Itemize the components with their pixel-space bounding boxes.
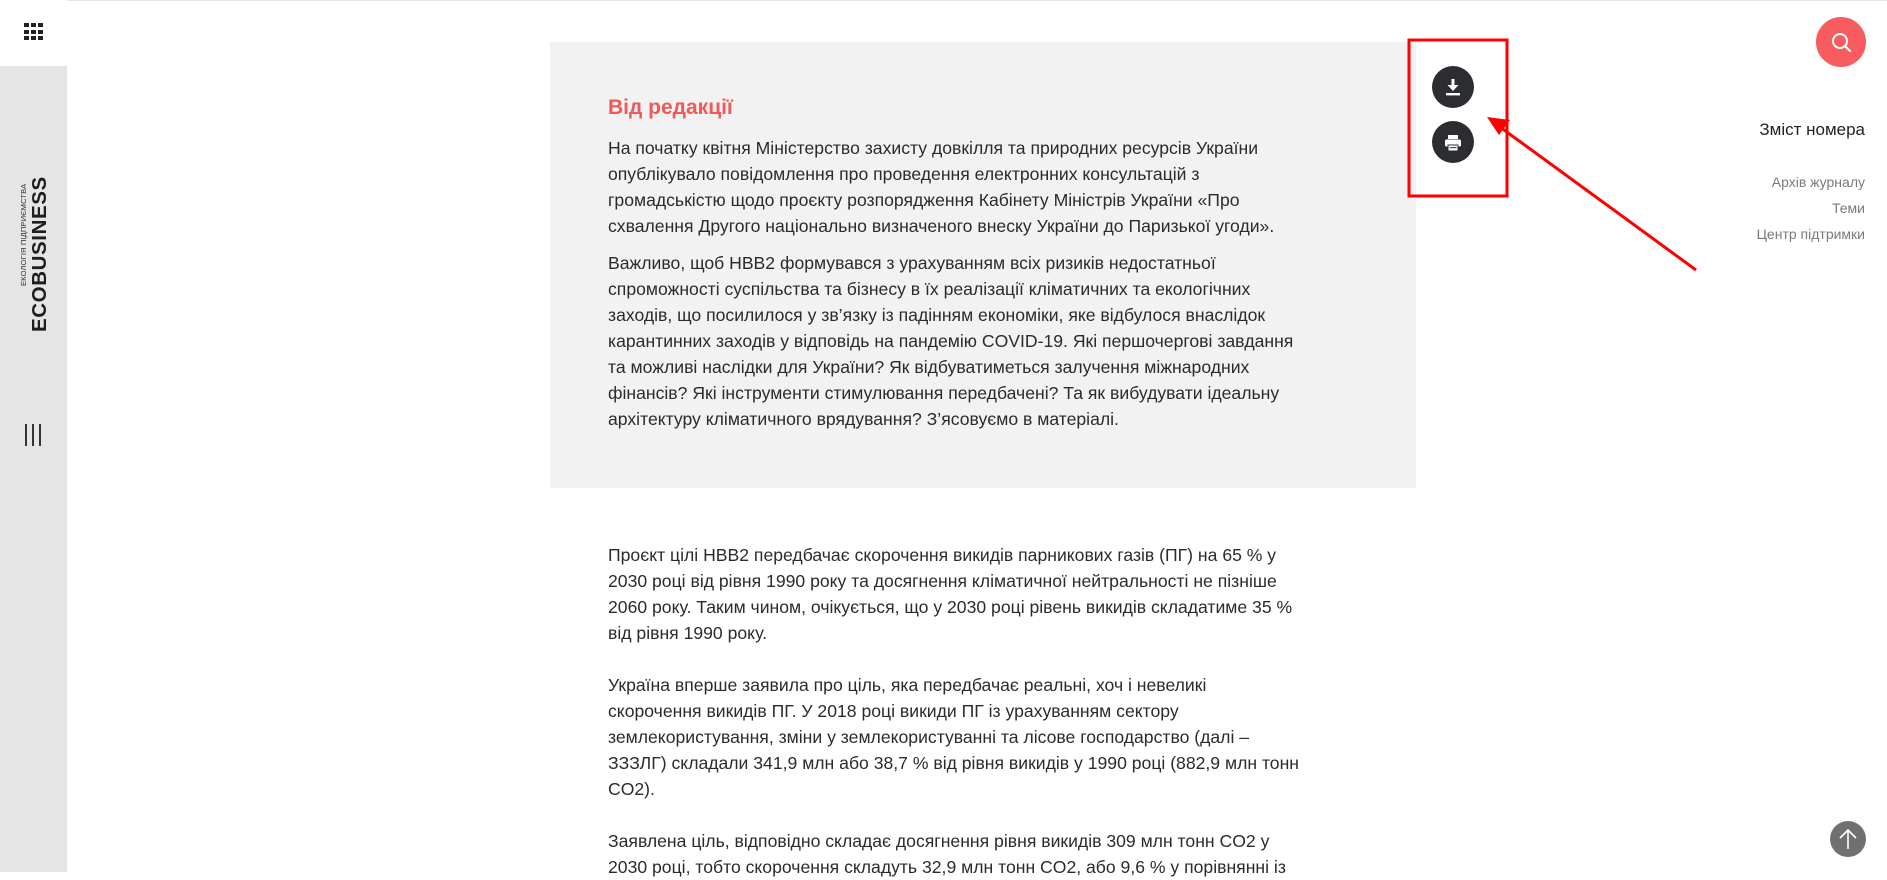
text-line: землекористування, зміни у землекористуванні та лісове господарство (далі –: [608, 727, 1250, 747]
annotation-box: [1409, 40, 1507, 196]
text-line: На початку квітня Міністерство захисту довкілля та природних ресурсів України: [608, 138, 1259, 158]
text-line: ЗЗЗЛГ) складали 341,9 млн або 38,7 % від рівня викидів у 1990 році (882,9 млн тонн: [608, 753, 1300, 773]
vertical-bars-menu-icon[interactable]: [25, 424, 42, 446]
logo-subtitle: ЕКОЛОГІЯ ПІДПРИЄМСТВА: [19, 183, 29, 286]
editorial-title: Від редакції: [608, 96, 733, 119]
text-line: 2030 році, тобто скорочення складуть 32,9 млн тонн CO2, або 9,6 % у порівнянні із: [608, 857, 1286, 877]
nav-item-topics[interactable]: Теми: [1832, 200, 1865, 216]
text-line: опублікувало повідомлення про проведення електронних консультацій з: [608, 164, 1200, 184]
text-line: 2060 року. Таким чином, очікується, що у 2030 році рівень викидів складатиме 35 %: [608, 597, 1293, 617]
left-sidebar: [0, 0, 67, 872]
annotation-arrow-head: [1487, 117, 1510, 135]
search-icon: [1816, 17, 1866, 67]
download-icon: [1432, 66, 1474, 108]
ecobusiness-logo[interactable]: [0, 86, 67, 332]
text-line: 2030 році від рівня 1990 року та досягнення кліматичної нейтральності не пізніше: [608, 571, 1277, 591]
issue-contents-title[interactable]: Зміст номера: [1759, 120, 1865, 139]
annotation-arrow-line: [1500, 127, 1696, 270]
text-line: Проєкт цілі НВВ2 передбачає скорочення викидів парникових газів (ПГ) на 65 % у: [608, 545, 1277, 565]
logo-title: ECOBUSINESS: [27, 176, 51, 332]
text-line: Заявлена ціль, відповідно складає досягнення рівня викидів 309 млн тонн CO2 у: [608, 831, 1270, 851]
print-icon: [1432, 121, 1474, 163]
text-line: від рівня 1990 року.: [608, 623, 767, 643]
text-line: архітектуру кліматичного врядування? З’ясовуємо в матеріалі.: [608, 409, 1119, 429]
scroll-to-top-button[interactable]: [1830, 821, 1866, 857]
text-line: та можливі наслідки для України? Як відбуватиметься залучення міжнародних: [608, 357, 1250, 377]
nav-item-archive[interactable]: Архів журналу: [1771, 174, 1865, 190]
arrow-up-icon: [1830, 821, 1866, 857]
search-button[interactable]: [1816, 17, 1866, 67]
text-line: Україна вперше заявила про ціль, яка передбачає реальні, хоч і невеликі: [608, 675, 1207, 695]
text-line: заходів, що посилилося у зв’язку із падінням економіки, яке відбулося внаслідок: [608, 305, 1266, 325]
text-line: Важливо, щоб НВВ2 формувався з урахуванням всіх ризиків недостатньої: [608, 253, 1216, 273]
text-line: спроможності суспільства та бізнесу в їх реалізації кліматичних та екологічних: [608, 279, 1251, 299]
print-button[interactable]: [1432, 121, 1474, 163]
text-line: карантинних заходів у відповідь на пандемію COVID-19. Які першочергові завдання: [608, 331, 1294, 351]
text-line: схвалення Другого національно визначеного внеску України до Паризької угоди».: [608, 216, 1275, 236]
nav-item-support-center[interactable]: Центр підтримки: [1756, 226, 1865, 242]
top-divider: [67, 0, 1887, 1]
text-line: скорочення викидів ПГ. У 2018 році викиди ПГ із урахуванням сектору: [608, 701, 1179, 721]
apps-grid-icon[interactable]: [24, 23, 43, 40]
download-button[interactable]: [1432, 66, 1474, 108]
text-line: громадськістю щодо проєкту розпорядження Кабінету Міністрів України «Про: [608, 190, 1240, 210]
text-line: фінансів? Які інструменти стимулювання передбачені? Та як вибудувати ідеальну: [608, 383, 1280, 403]
text-line: CO2).: [608, 779, 655, 799]
